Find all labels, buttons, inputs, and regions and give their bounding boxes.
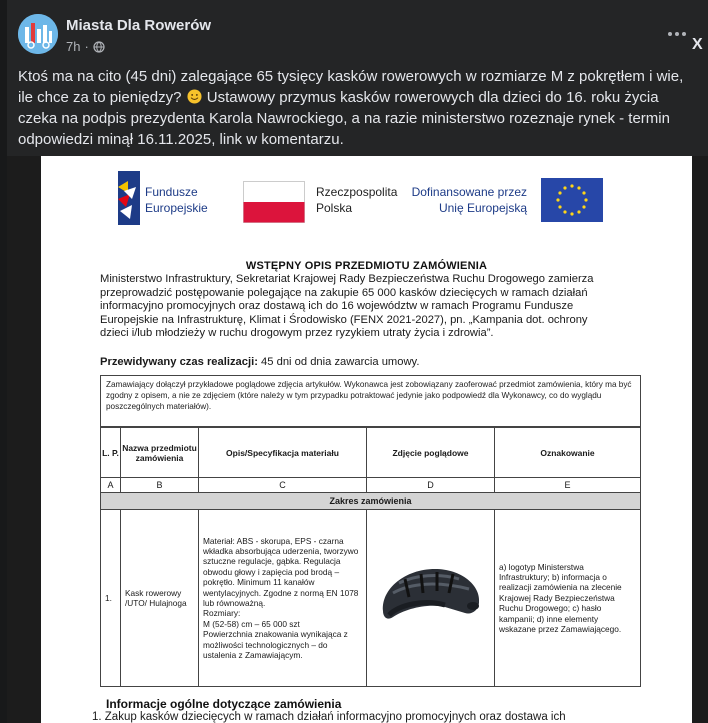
rp-line2: Polska <box>316 201 353 215</box>
header-name: Nazwa przedmiotu zamówienia <box>121 428 199 478</box>
post-text-part1: Ktoś ma na cito (45 dni) zalegające 65 tysięcy kasków rowerowych w rozmiarze M z pokrętłem i wie, ile chce za to pieniędzy? <box>18 68 684 106</box>
polish-flag-icon <box>243 181 305 223</box>
row-name: Kask rowerowy /UTO/ Hulajnoga <box>121 510 199 687</box>
header-opis: Opis/Specyfikacja materiału <box>199 428 367 478</box>
realization-time <box>100 356 419 368</box>
info-heading: Informacje ogólne dotyczące zamówienia <box>106 697 342 711</box>
table-letter-row <box>101 478 641 493</box>
header-lp: L. P. <box>101 428 121 478</box>
document-intro: Ministerstwo Infrastruktury, Sekretariat Krajowej Rady Bezpieczeństwa Ruchu Drogowego zamierza przeprowadzić postępowanie polegające na zakupie 65 000 kasków dziecięcych w ramach działań informacyjno promocyjnych oraz dostawą ich do 16 województw w ramach Programu Fundusze Europejskie na Infrastrukturę, Klimat i Środowisko (FENX 2021-2027), pn. „Kampania dot. ochrony dzieci i/lub młodzieży w ruchu drogowym przez ryzykiem utraty życia i zdrowia”. <box>100 273 594 339</box>
row-opis-rozmiary: Rozmiary: <box>203 608 241 619</box>
eu-flag-icon <box>541 178 603 222</box>
facebook-post <box>7 0 708 723</box>
logo-bar <box>41 156 692 246</box>
table-section-row <box>101 493 641 510</box>
photo-notice: Zamawiający dołączył przykładowe poglądowe zdjęcia artykułów. Wykonawca jest zobowiązany zaoferować przedmiot zamówienia, który ma być zgodny z opisem, a nie ze zdjęciem (które należy w tym przypadku potraktować jedynie jako podpowiedź dla Wykonawcy, co do wyglądu poszczególnych materiałów). <box>100 375 641 427</box>
post-image[interactable] <box>7 156 708 723</box>
post-text-part2: Ustawowy przymus kasków rowerowych dla dzieci do 16. roku życia czeka na podpis prezydenta Karola Nawrockiego, a na razie ministerstwo rozeznaje rynek - termin odpowiedzi minął 16.11.2025, link w komentarzu. <box>18 89 670 148</box>
row-mark: a) logotyp Ministerstwa Infrastruktury; b) informacja o realizacji zamówienia na zlecenie Krajowej Rady Bezpieczeństwa Ruchu Drogowego; c) hasło kampanii; d) inne elementy wskazane przez Zamawiającego. <box>495 510 641 687</box>
letter-a: A <box>101 478 121 493</box>
row-opis-material: Materiał: ABS - skorupa, EPS - czarna wkładka absorbująca uderzenia, tworzywo sztuczne regulacje, gąbka. Regulacja obwodu głowy i zapięcia pod brodą – pokrętło. Minimum 11 kanałów wentylacyjnych. Zgodne z normą EN 1078 lub równoważną. <box>203 535 359 608</box>
post-meta <box>66 39 105 54</box>
fe-line2: Europejskie <box>145 201 208 215</box>
bicycle-helmet-icon <box>375 561 487 633</box>
specification-table <box>100 427 641 687</box>
meta-separator: · <box>84 39 89 54</box>
table-header-row <box>101 428 641 478</box>
document-scan <box>41 156 692 723</box>
post-header <box>7 0 708 62</box>
ue-line1: Dofinansowane przez <box>411 185 527 199</box>
document-title: WSTĘPNY OPIS PRZEDMIOTU ZAMÓWIENIA <box>245 260 488 272</box>
close-button[interactable]: X <box>692 36 703 53</box>
bike-logo-icon <box>18 14 58 54</box>
section-zakres: Zakres zamówienia <box>101 493 641 510</box>
fundusze-europejskie-label <box>145 184 208 216</box>
letter-c: C <box>199 478 367 493</box>
header-mark: Oznakowanie <box>495 428 641 478</box>
row-opis-print: Powierzchnia znakowania wynikająca z możliwości technologicznych – do ustalenia z Zamawiającym. <box>203 629 348 661</box>
globe-icon[interactable] <box>93 41 105 53</box>
rzeczpospolita-polska-label <box>316 184 397 216</box>
letter-e: E <box>495 478 641 493</box>
slightly-smiling-face-emoji-icon <box>187 89 202 104</box>
row-lp: 1. <box>101 510 121 687</box>
fe-line1: Fundusze <box>145 185 198 199</box>
letter-b: B <box>121 478 199 493</box>
post-text <box>18 66 698 150</box>
realization-label: Przewidywany czas realizacji: <box>100 356 258 368</box>
letter-d: D <box>367 478 495 493</box>
page-avatar[interactable] <box>18 14 58 54</box>
row-photo <box>367 510 495 687</box>
ue-funding-label <box>411 184 527 216</box>
table-row <box>101 510 641 687</box>
ue-line2: Unię Europejską <box>438 201 527 215</box>
info-item-1: 1. Zakup kasków dziecięcych w ramach działań informacyjno promocyjnych oraz dostawa ich <box>92 711 566 723</box>
header-photo: Zdjęcie poglądowe <box>367 428 495 478</box>
rp-line1: Rzeczpospolita <box>316 185 398 199</box>
post-time[interactable]: 7h <box>66 39 81 54</box>
row-opis <box>199 510 367 687</box>
more-options-icon[interactable] <box>665 24 689 44</box>
fundusze-europejskie-logo-icon <box>114 169 142 227</box>
realization-value: 45 dni od dnia zawarcia umowy. <box>257 356 420 368</box>
page-name[interactable]: Miasta Dla Rowerów <box>66 17 212 34</box>
row-opis-size: M (52-58) cm – 65 000 szt <box>203 618 300 629</box>
